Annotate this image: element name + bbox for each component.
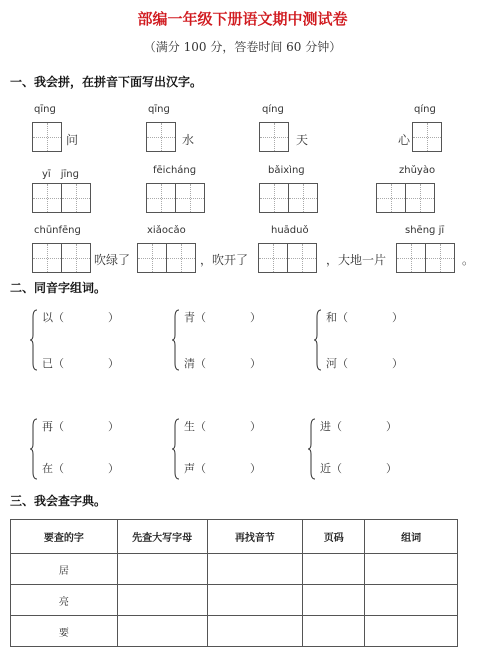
homophone-word: 青（ ） (184, 311, 261, 324)
answer-cell[interactable] (365, 585, 458, 616)
writing-box[interactable] (287, 243, 317, 273)
section1-heading: 一、我会拼，在拼音下面写出汉字。 (10, 75, 203, 89)
answer-cell[interactable] (365, 554, 458, 585)
writing-box[interactable] (258, 243, 288, 273)
answer-cell[interactable] (303, 554, 365, 585)
given-character: 心 (398, 133, 411, 147)
dictionary-table (10, 519, 458, 647)
writing-box[interactable] (146, 183, 176, 213)
homophone-word: 生（ ） (184, 420, 261, 433)
writing-box[interactable] (166, 243, 196, 273)
pinyin-label: xiǎocǎo (147, 225, 186, 236)
table-row (11, 554, 458, 585)
homophone-word: 在（ ） (42, 462, 119, 475)
writing-box[interactable] (376, 183, 406, 213)
answer-cell[interactable] (207, 585, 303, 616)
pinyin-label: shēnɡ jī (405, 225, 445, 236)
table-header-row (11, 520, 458, 554)
sentence-text: ，大地一片 (326, 253, 387, 267)
pinyin-label: zhǔyào (399, 165, 436, 176)
writing-box[interactable] (137, 243, 167, 273)
answer-cell[interactable] (303, 585, 365, 616)
writing-box[interactable] (259, 183, 289, 213)
column-header: 组词 (365, 520, 458, 554)
pinyin-label: fēichánɡ (153, 165, 197, 176)
column-header: 先查大写字母 (117, 520, 207, 554)
page-title: 部编一年级下册语文期中测试卷 (137, 10, 348, 28)
answer-cell[interactable] (207, 616, 303, 647)
lookup-character: 居 (11, 554, 118, 585)
writing-box[interactable] (32, 243, 62, 273)
homophone-word: 以（ ） (42, 311, 119, 324)
homophone-word: 声（ ） (184, 462, 261, 475)
writing-box[interactable] (32, 122, 62, 152)
sentence-text: 。 (462, 253, 475, 267)
pinyin-label: huāduǒ (271, 225, 309, 236)
table-row (11, 616, 458, 647)
answer-cell[interactable] (117, 554, 207, 585)
brace-icon (30, 309, 38, 371)
brace-icon (172, 309, 180, 371)
sentence-text: 吹绿了 (94, 253, 131, 267)
sentence-text: ，吹开了 (200, 253, 249, 267)
brace-icon (30, 418, 38, 480)
pinyin-label: qínɡ (414, 104, 436, 115)
homophone-word: 和（ ） (326, 311, 403, 324)
writing-box[interactable] (412, 122, 442, 152)
writing-box[interactable] (146, 122, 176, 152)
answer-cell[interactable] (117, 585, 207, 616)
pinyin-label: chūnfēnɡ (34, 225, 81, 236)
writing-box[interactable] (175, 183, 205, 213)
homophone-word: 进（ ） (320, 420, 397, 433)
pinyin-label: yī jīnɡ (42, 169, 79, 180)
writing-box[interactable] (259, 122, 289, 152)
given-character: 水 (182, 133, 195, 147)
pinyin-label: bǎixìnɡ (268, 165, 305, 176)
section3-heading: 三、我会查字典。 (10, 494, 107, 508)
homophone-word: 已（ ） (42, 357, 119, 370)
writing-box[interactable] (288, 183, 318, 213)
column-header: 要查的字 (11, 520, 118, 554)
pinyin-label: qīnɡ (34, 104, 56, 115)
brace-icon (308, 418, 316, 480)
brace-icon (314, 309, 322, 371)
writing-box[interactable] (396, 243, 426, 273)
column-header: 页码 (303, 520, 365, 554)
section2-heading: 二、同音字组词。 (10, 281, 107, 295)
given-character: 问 (66, 133, 79, 147)
answer-cell[interactable] (117, 616, 207, 647)
writing-box[interactable] (425, 243, 455, 273)
writing-box[interactable] (61, 243, 91, 273)
answer-cell[interactable] (303, 616, 365, 647)
table-row (11, 585, 458, 616)
pinyin-label: qīnɡ (148, 104, 170, 115)
writing-box[interactable] (32, 183, 62, 213)
homophone-word: 河（ ） (326, 357, 403, 370)
pinyin-label: qínɡ (262, 104, 284, 115)
homophone-word: 清（ ） (184, 357, 261, 370)
brace-icon (172, 418, 180, 480)
given-character: 天 (296, 133, 309, 147)
writing-box[interactable] (61, 183, 91, 213)
lookup-character: 亮 (11, 585, 118, 616)
answer-cell[interactable] (365, 616, 458, 647)
column-header: 再找音节 (207, 520, 303, 554)
homophone-word: 再（ ） (42, 420, 119, 433)
page-subtitle: （满分 100 分，答卷时间 60 分钟） (143, 40, 342, 54)
homophone-word: 近（ ） (320, 462, 397, 475)
writing-box[interactable] (405, 183, 435, 213)
lookup-character: 要 (11, 616, 118, 647)
answer-cell[interactable] (207, 554, 303, 585)
